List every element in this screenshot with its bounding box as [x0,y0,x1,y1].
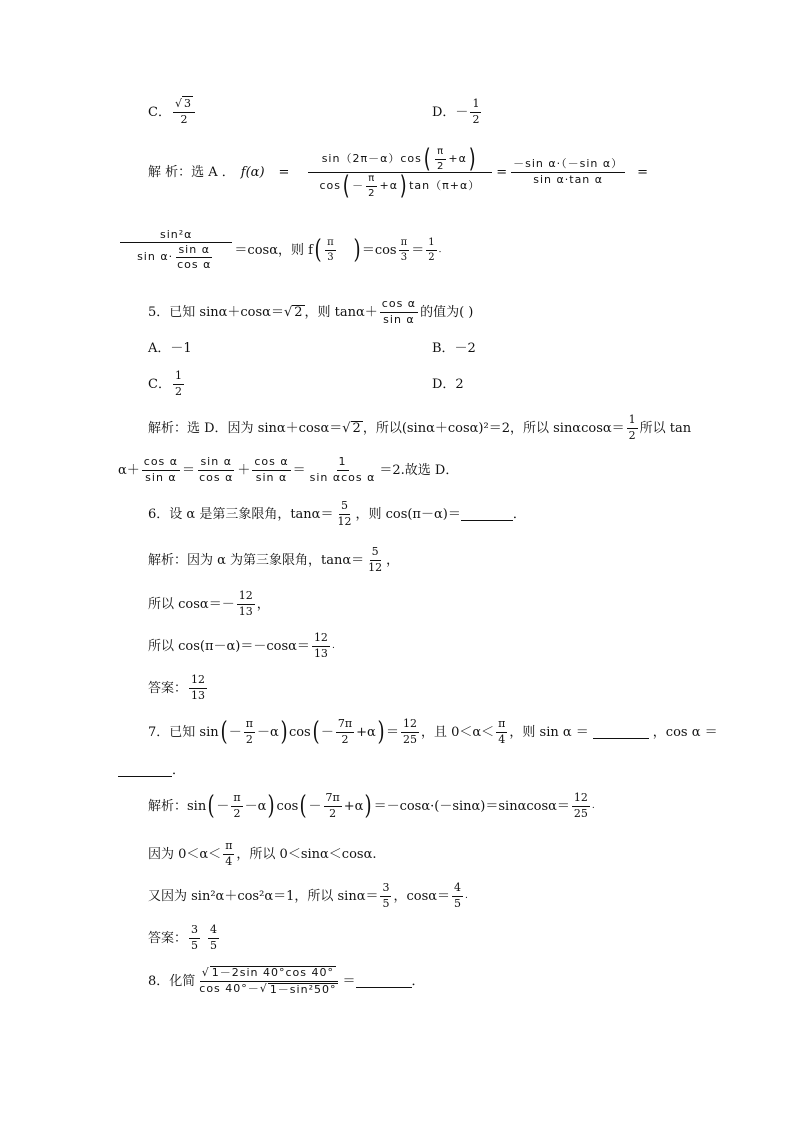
q8-answer-blank[interactable] [356,975,412,988]
q4-solution-line2: sin²α sin α· $\frac{\text{sin α}}{\text{cos α}}$ ＝cosα，则 f ( $\frac{\pi}{3}$ ) ＝cos $\frac{\pi}{3}$ ＝ $\frac{1}{2}$ ． [118,228,448,272]
q6-answer: 答案： $\frac{12}{13}$ [148,673,206,702]
q7-stem: 7．已知 sin ( － $\frac{\pi}{2}$ －α ) cos ( － $\frac{7\pi}{2}$ +α ) ＝ $\frac{12}{25}$ ，且 0＜α＜ $\frac{\pi}{4}$ ，则 sin α ＝ ，cos α ＝ [148,717,718,748]
q5-stem: 5．已知 sinα＋cosα＝ √ 2 ，则 tanα＋ $\frac{\text{cos α}}{\text{sin α}}$ 的值为( ) [148,297,474,326]
q5-option-b: B．－2 [432,341,476,356]
q5-solution-line1: 解析：选 D．因为 sinα＋cosα＝ √ 2 ，所以(sinα＋cosα)²＝2，所以 sinαcosα＝ $\frac{1}{2}$ 所以 tan [148,413,692,442]
q7-solution-line3: 又因为 sin²α＋cos²α＝1，所以 sinα＝ $\frac{3}{5}$ ，cosα＝ $\frac{4}{5}$ . [148,881,468,910]
q7-cos-answer-blank[interactable] [118,764,172,777]
q6-answer-blank[interactable] [461,508,513,521]
q7-answer: 答案： $\frac{3}{5}$ $\frac{4}{5}$ [148,923,218,952]
q6-solution-line2: 所以 cosα＝－ $\frac{12}{13}$ ， [148,589,270,618]
q5-option-c: C． $\frac{1}{2}$ [148,369,182,398]
q4-option-c: C． $\frac{√ 3}{2}$ [148,98,197,126]
q7-solution-line2: 因为 0＜α＜ $\frac{\pi}{4}$ ，所以 0＜sinα＜cosα. [148,839,377,868]
q5-solution-line2: α＋ $\frac{\text{cos α}}{\text{sin α}}$ ＝ $\frac{\text{sin α}}{\text{cos α}}$ ＋ $\frac{\text{cos α}}{\text{sin α}}$ ＝ $\frac{1}{\text{sin αcos α}}$ ＝2.故选 D． [118,455,459,484]
q7-sin-answer-blank[interactable] [593,726,649,739]
q5-option-a: A．－1 [148,341,192,356]
q5-option-d: D．2 [432,377,464,392]
q7-stem-line2: ． [118,764,185,780]
fraction: $\frac{√ 3}{2}$ [173,98,195,126]
q4-option-d: D．－ $\frac{1}{2}$ [432,97,480,126]
q8-stem: 8．化简 √ 1－2sin 40°cos 40° cos 40°－ √ 1－sin²50° ＝ ． [148,965,425,996]
q6-solution-line1: 解析：因为 α 为第三象限角，tanα＝ $\frac{5}{12}$ ， [148,545,400,574]
q4-solution-line1: 解 析：选 A ． f(α) = sin（2π－α）cos ( $\frac{\pi}{2}$ +α ) cos ( － $\frac{\pi}{2}$ +α ) tan（π+α） = $\frac{\text{－sin α·（－sin α）}}{\text{sin α·tan α}}$ = [148,144,649,201]
q6-stem: 6．设 α 是第三象限角，tanα＝ $\frac{5}{12}$ ，则 cos(π－α)＝ ． [148,499,526,528]
q6-solution-line3: 所以 cos(π－α)＝－cosα＝ $\frac{12}{13}$ . [148,631,335,660]
q7-solution-line1: 解析：sin ( － $\frac{\pi}{2}$ －α ) cos ( － $\frac{7\pi}{2}$ +α ) ＝－cosα·(－sinα)＝sinαcosα＝ $\frac{12}{25}$ . [148,791,595,822]
